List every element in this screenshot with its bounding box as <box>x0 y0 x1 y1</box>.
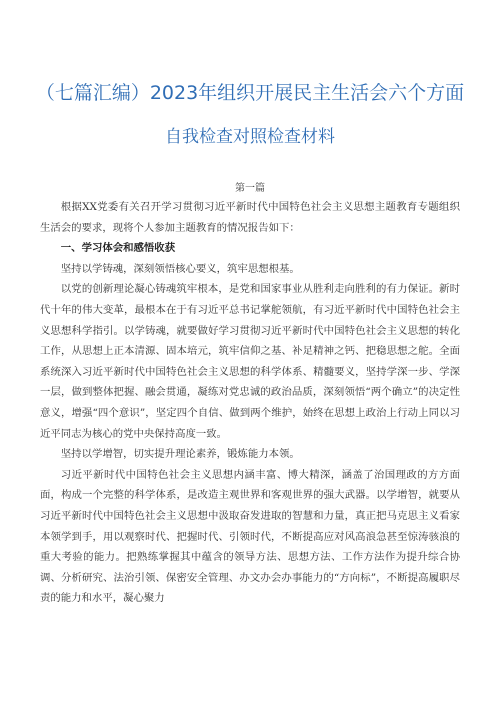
paragraph-3: 坚持以学增智，切实提升理论素养，锻炼能力本领。 <box>60 448 300 461</box>
paragraph-2: 以党的创新理论凝心铸魂筑牢根本，是党和国家事业从胜利走向胜利的有力保证。新时代十年的伟大变革，最根本在于有习近平总书记掌舵领航，有习近平新时代中国特色社会主义思想科学指引。以学铸魂，就要做好学习贯彻习近平新时代中国特色社会主义思想的转化工作，从思想上正本清源、固本培元，筑牢信仰之基、补足精神之钙、把稳思想之舵。全面系统深入习近平新时代中国特色社会主义思想的科学体系、精髓要义，坚持学深一步、学深一层，做到整体把握、融会贯通，凝练对党忠诚的政治品质，深刻领悟“两个确立”的决定性意义，增强“四个意识”，坚定四个自信、做到两个维护，始终在思想上政治上行动上同以习近平同志为核心的党中央保持高度一致。 <box>40 283 460 440</box>
intro-paragraph: 根据XX党委有关召开学习贯彻习近平新时代中国特色社会主义思想主题教育专题组织生活会的要求，现将个人参加主题教育的情况报告如下： <box>40 201 460 234</box>
section-heading: 第一篇 <box>235 183 265 194</box>
document-title-line-1: （七篇汇编）2023年组织开展民主生活会六个方面 <box>35 82 465 104</box>
paragraph-4: 习近平新时代中国特色社会主义思想内涵丰富、博大精深，涵盖了治国理政的方方面面，构成一个完整的科学体系，是改造主观世界和客观世界的强大武器。以学增智，就要从习近平新时代中国特色社会主义思想中汲取奋发进取的智慧和力量，真正把马克思主义看家本领学到手，用以观察时代、把握时代、引领时代，不断提高应对风高浪急甚至惊涛骇浪的重大考验的能力。把熟练掌握其中蕴含的领导方法、思想方法、工作方法作为提升综合协调、分析研究、法治引领、保密安全管理、办文办会办事能力的“方向标”，不断提高履职尽责的能力和水平，凝心聚力 <box>40 468 460 605</box>
subheading-learning-gains: 一、学习体会和感悟收获 <box>60 242 176 255</box>
document-body <box>40 197 460 609</box>
document-title-line-2: 自我检查对照检查材料 <box>165 127 335 147</box>
paragraph-1: 坚持以学铸魂，深刻领悟核心要义，筑牢思想根基。 <box>60 262 300 275</box>
